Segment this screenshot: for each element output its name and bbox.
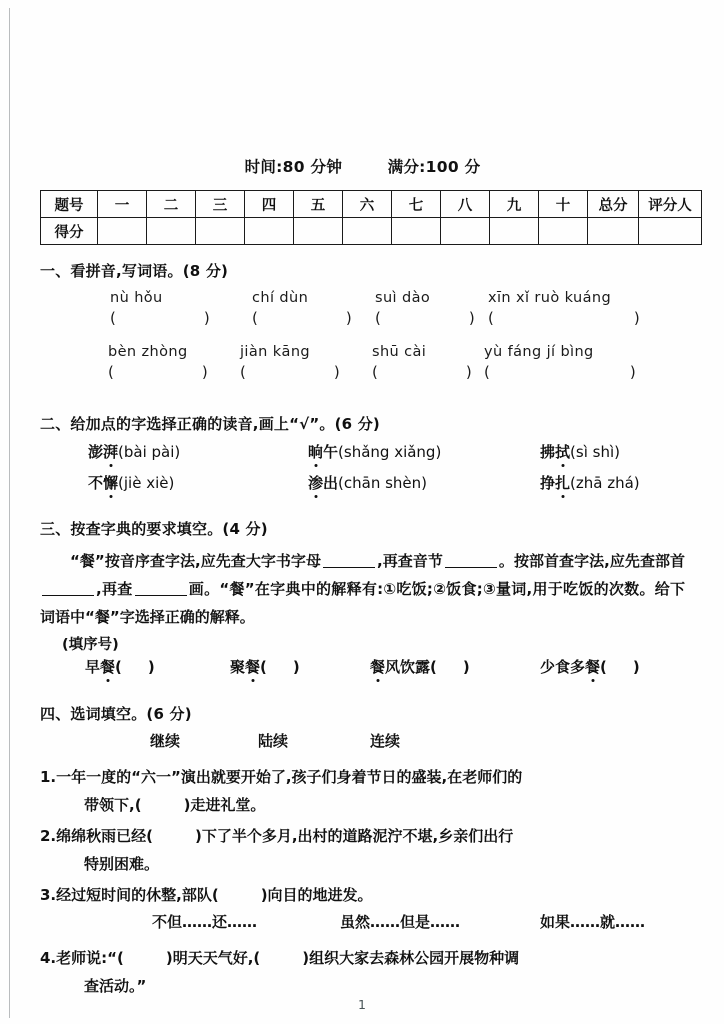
pronunciation-row	[40, 472, 685, 503]
word-char: 午	[323, 443, 339, 461]
dictionary-word-list	[40, 656, 685, 688]
section-1	[40, 260, 685, 398]
pronunciation-item[interactable]	[540, 441, 620, 462]
pinyin-text: suì dào	[375, 289, 431, 306]
section-4-title: 四、选词填空。(6 分)	[40, 704, 192, 723]
word-char: 澎	[88, 443, 104, 461]
pinyin-choices[interactable]: (shǎng xiǎng)	[338, 443, 442, 461]
word-char: 挣	[540, 474, 556, 492]
q44-number: 4.	[40, 949, 57, 967]
score-table-header-7: 八	[441, 191, 490, 218]
dotted-char: 渗	[308, 474, 324, 492]
answer-paren-open: (	[115, 657, 122, 676]
dotted-char: 餐	[370, 657, 386, 676]
dict-blank-3[interactable]	[42, 580, 94, 596]
pinyin-exercise	[40, 290, 685, 398]
score-table-header-2: 三	[196, 191, 245, 218]
score-table-header-3: 四	[245, 191, 294, 218]
pinyin-text: chí dùn	[252, 289, 309, 306]
score-table-cell-10[interactable]	[588, 218, 639, 245]
section-1-title: 一、看拼音,写词语。(8 分)	[40, 262, 229, 280]
score-table-header-0: 一	[98, 191, 147, 218]
score-table-header-5: 六	[343, 191, 392, 218]
question-4-3	[40, 881, 685, 909]
exam-meta	[40, 155, 685, 177]
score-table-cell-0[interactable]	[98, 218, 147, 245]
score-table-cell-9[interactable]	[539, 218, 588, 245]
scan-edge-artifact	[9, 8, 10, 1018]
dotted-char: 晌	[308, 443, 324, 461]
question-4-2	[40, 822, 685, 878]
word-char: 拂	[540, 443, 556, 461]
answer-parentheses[interactable]: ( )	[488, 308, 640, 327]
answer-paren-close: )	[147, 657, 155, 676]
word-bank-option[interactable]: 继续	[150, 732, 181, 750]
score-table-cell-2[interactable]	[196, 218, 245, 245]
q44-line1-pre: 老师说:“(	[56, 949, 124, 967]
section-2	[40, 413, 685, 504]
word-char: 风饮露	[385, 657, 431, 676]
pinyin-text: xīn xǐ ruò kuáng	[488, 289, 612, 306]
dotted-char: 餐	[245, 657, 261, 676]
pronunciation-item[interactable]	[88, 472, 174, 493]
answer-parentheses[interactable]: ( )	[372, 362, 472, 381]
pinyin-text: nù hǒu	[110, 289, 163, 306]
pinyin-choices[interactable]: (chān shèn)	[338, 474, 428, 492]
dotted-char: 扎	[555, 474, 571, 492]
score-table-cell-7[interactable]	[441, 218, 490, 245]
answer-parentheses[interactable]: ( )	[108, 362, 208, 381]
q44-line1-mid: )明天天气好,(	[165, 949, 261, 967]
pinyin-text: shū cài	[372, 343, 427, 360]
dictionary-word-item[interactable]	[540, 656, 640, 677]
pinyin-item	[375, 290, 475, 327]
score-table-cell-1[interactable]	[147, 218, 196, 245]
pinyin-row	[40, 344, 685, 398]
conjunction-bank-option[interactable]: 不但……还……	[152, 913, 258, 931]
score-table-header-6: 七	[392, 191, 441, 218]
q41-line2-post: )走进礼堂。	[183, 796, 266, 814]
pinyin-item	[488, 290, 640, 327]
score-table-cell-3[interactable]	[245, 218, 294, 245]
q43-line1-pre: 经过短时间的休整,部队(	[56, 886, 219, 904]
score-table-header-8: 九	[490, 191, 539, 218]
dotted-char: 湃	[103, 443, 119, 461]
q42-line1-pre: 绵绵秋雨已经(	[56, 827, 153, 845]
exam-time-label: 时间:80 分钟	[244, 158, 343, 176]
answer-paren-open: (	[430, 657, 437, 676]
section-2-title: 二、给加点的字选择正确的读音,画上“√”。(6 分)	[40, 414, 380, 433]
question-4-4	[40, 944, 685, 1000]
pinyin-text: bèn zhòng	[108, 343, 188, 360]
dictionary-paragraph	[40, 547, 685, 631]
answer-parentheses[interactable]: ( )	[375, 308, 475, 327]
q42-number: 2.	[40, 827, 57, 845]
pinyin-item	[108, 344, 208, 381]
pinyin-item	[110, 290, 210, 327]
dict-text-part-5: 画。“餐”在字典中的解释有:①吃饭;②饭食;③量词,用于吃饭的次数。给下词语中“餐”字选择正确的解释。	[40, 579, 685, 626]
page-number: 1	[358, 997, 366, 1012]
answer-paren-close: )	[292, 657, 300, 676]
q42-line1-post: )下了半个多月,出村的道路泥泞不堪,乡亲们出行	[195, 827, 514, 845]
pronunciation-item[interactable]	[540, 472, 640, 493]
dictionary-note: (填序号)	[62, 636, 119, 653]
pinyin-item	[484, 344, 636, 381]
score-table-header-4: 五	[294, 191, 343, 218]
question-4-1	[40, 763, 685, 819]
dotted-char: 拭	[555, 443, 571, 461]
dict-text-part-4: ,再查	[96, 579, 133, 598]
dict-text-part-2: ,再查音节	[377, 551, 443, 570]
pinyin-item	[240, 344, 340, 381]
word-bank-option[interactable]: 陆续	[258, 732, 289, 750]
score-table-header-9: 十	[539, 191, 588, 218]
q41-line2-pre: 带领下,(	[84, 796, 142, 814]
pinyin-item	[372, 344, 472, 381]
word-char: 早	[85, 657, 101, 676]
dictionary-word-item[interactable]	[370, 656, 470, 677]
pinyin-choices[interactable]: (jiè xiè)	[118, 474, 175, 492]
dict-blank-1[interactable]	[323, 552, 375, 568]
score-table-header-1: 二	[147, 191, 196, 218]
score-table-header-10: 总分	[588, 191, 639, 218]
pinyin-text: yù fáng jí bìng	[484, 343, 594, 360]
score-table-cell-6[interactable]	[392, 218, 441, 245]
conjunction-bank-option[interactable]: 如果……就……	[540, 913, 646, 931]
word-char: 少食多	[540, 657, 586, 676]
pinyin-text: jiàn kāng	[240, 343, 311, 360]
score-table-row	[41, 218, 702, 245]
score-table-row-label: 得分	[41, 218, 98, 245]
answer-parentheses[interactable]: ( )	[110, 308, 210, 327]
pinyin-item	[252, 290, 352, 327]
section-4	[40, 703, 685, 1001]
pinyin-choices[interactable]: (bài pài)	[118, 443, 181, 461]
score-table-cell-5[interactable]	[343, 218, 392, 245]
word-char: 聚	[230, 657, 246, 676]
q41-number: 1.	[40, 768, 57, 786]
section-3-title: 三、按查字典的要求填空。(4 分)	[40, 520, 268, 538]
q43-number: 3.	[40, 886, 57, 904]
score-table-cell-11[interactable]	[639, 218, 702, 245]
pronunciation-row	[40, 441, 685, 472]
q44-line1-post: )组织大家去森林公园开展物种调	[302, 949, 520, 967]
answer-paren-open: (	[600, 657, 607, 676]
dict-text-part-1: “餐”按音序查字法,应先查大字书字母	[70, 551, 322, 570]
dictionary-word-item[interactable]	[85, 656, 155, 677]
q44-line2: 查活动。”	[84, 977, 147, 995]
section-3	[40, 518, 685, 688]
dotted-char: 餐	[585, 657, 601, 676]
conjunction-bank	[40, 911, 685, 941]
exam-total-score-label: 满分:100 分	[387, 158, 481, 176]
answer-parentheses[interactable]: ( )	[252, 308, 352, 327]
score-table-row-label: 题号	[41, 191, 98, 218]
word-bank	[40, 730, 685, 760]
q43-line1-post: )向目的地进发。	[260, 886, 373, 904]
pinyin-choices[interactable]: (zhā zhá)	[570, 474, 640, 492]
answer-parentheses[interactable]: ( )	[484, 362, 636, 381]
score-table-cell-8[interactable]	[490, 218, 539, 245]
pronunciation-item[interactable]	[88, 441, 180, 462]
q42-line2: 特别困难。	[84, 855, 160, 873]
page-content	[40, 0, 692, 1000]
answer-paren-open: (	[260, 657, 267, 676]
dict-blank-4[interactable]	[135, 580, 187, 596]
dotted-char: 懈	[103, 474, 119, 492]
answer-parentheses[interactable]: ( )	[240, 362, 340, 381]
score-table-header-11: 评分人	[639, 191, 702, 218]
q41-line2	[62, 791, 685, 819]
pronunciation-exercise	[40, 441, 685, 503]
dict-blank-2[interactable]	[445, 552, 497, 568]
pronunciation-item[interactable]	[308, 472, 427, 493]
score-table-cell-4[interactable]	[294, 218, 343, 245]
dotted-char: 餐	[100, 657, 116, 676]
score-table-row	[41, 191, 702, 218]
pinyin-choices[interactable]: (sì shì)	[570, 443, 620, 461]
answer-paren-close: )	[632, 657, 640, 676]
dictionary-word-item[interactable]	[230, 656, 300, 677]
score-table	[40, 190, 702, 245]
word-bank-option[interactable]: 连续	[370, 732, 401, 750]
q41-line1: 一年一度的“六一”演出就要开始了,孩子们身着节日的盛装,在老师们的	[56, 768, 523, 786]
word-char: 不	[88, 474, 104, 492]
conjunction-bank-option[interactable]: 虽然……但是……	[340, 913, 461, 931]
pinyin-row	[40, 290, 685, 344]
word-char: 出	[323, 474, 339, 492]
answer-paren-close: )	[462, 657, 470, 676]
pronunciation-item[interactable]	[308, 441, 441, 462]
dict-text-part-3: 。按部首查字法,应先查部首	[498, 551, 686, 570]
